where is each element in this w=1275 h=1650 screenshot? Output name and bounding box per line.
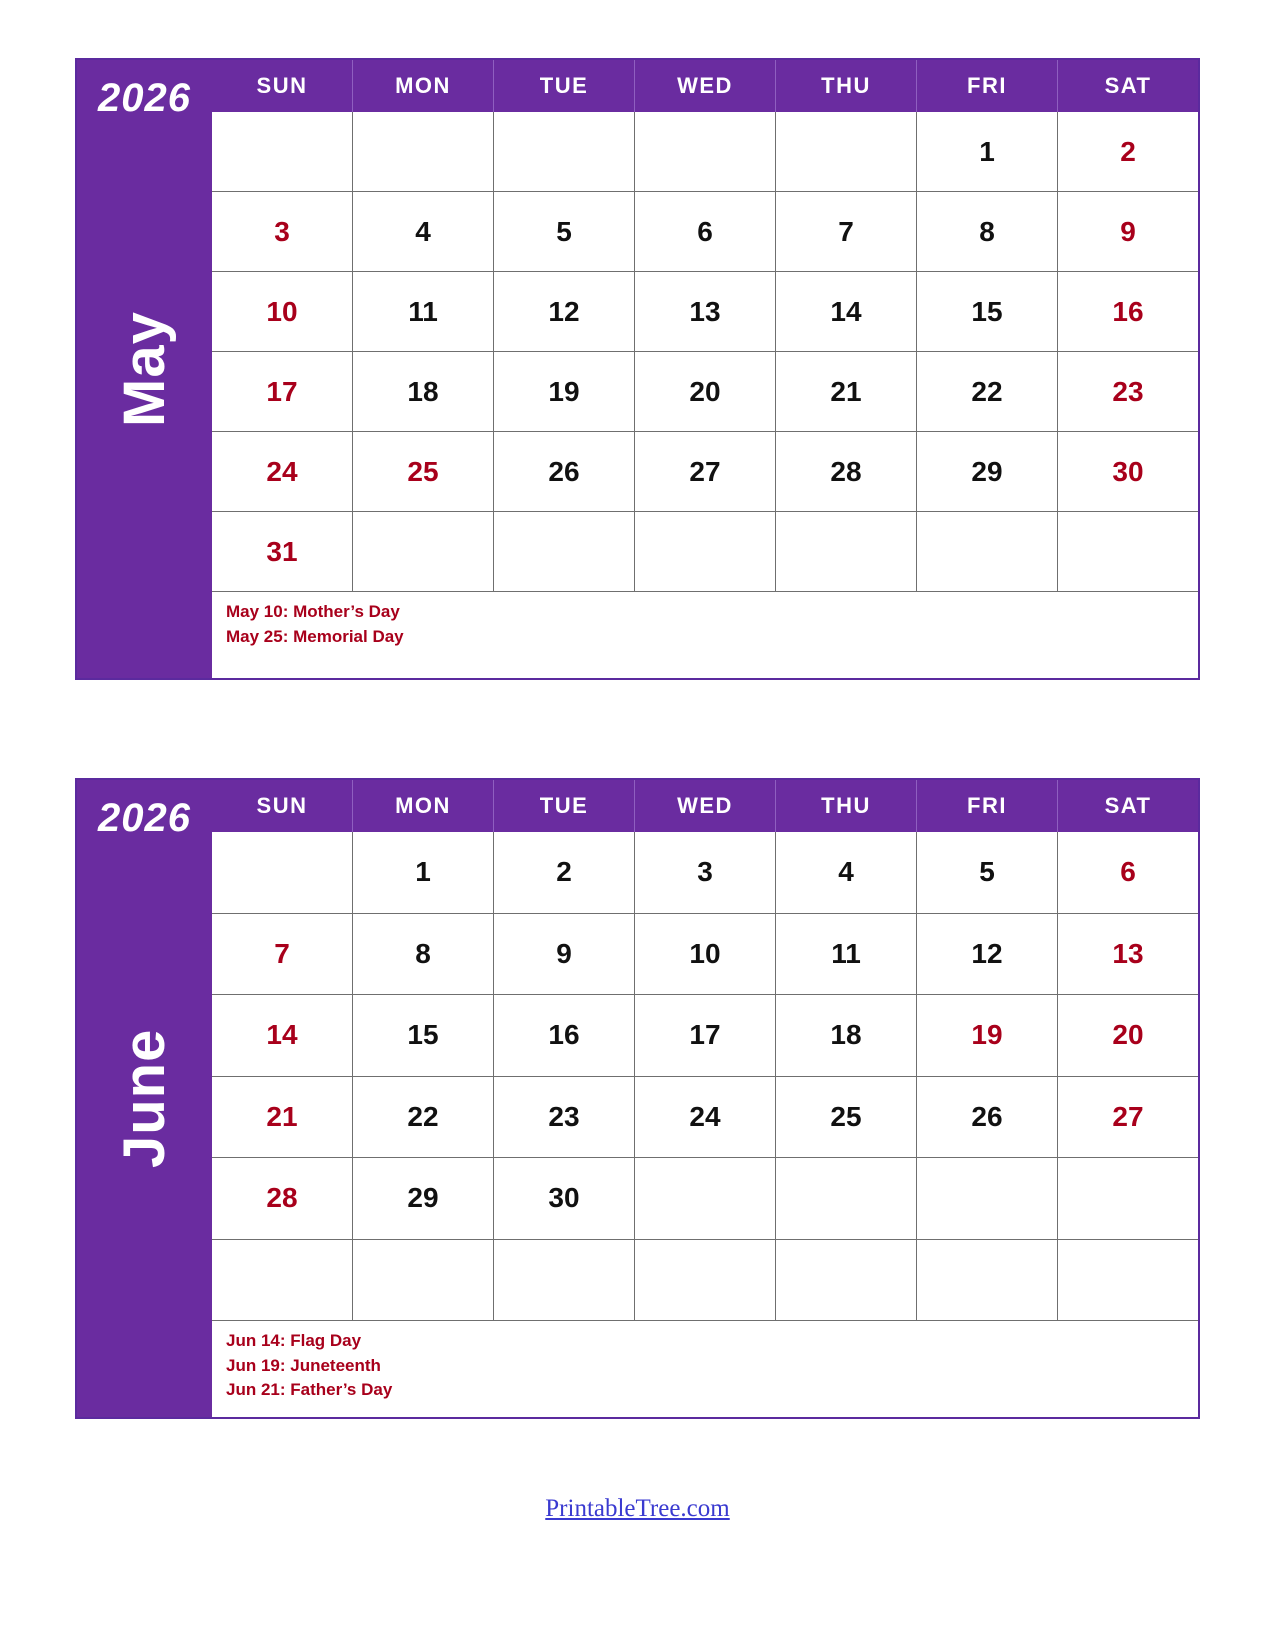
month-name-june: June [112,1028,177,1169]
day-cell: 9 [1120,215,1136,247]
weekday-header-row-june [212,780,1198,832]
day-cell-empty [917,1240,1058,1321]
day-cell: 25 [776,1077,917,1158]
weekday-header-fri: FRI [917,60,1058,112]
day-cell: 28 [776,432,917,511]
day-cell-empty [212,832,353,913]
day-cell: 4 [353,192,494,271]
year-label-june: 2026 [98,796,191,840]
day-cell: 7 [776,192,917,271]
weekday-header-wed: WED [635,60,776,112]
day-cell: 13 [635,272,776,351]
day-cell-empty [1058,1240,1198,1321]
weekday-header-wed: WED [635,780,776,832]
day-cell: 8 [353,914,494,995]
week-row [212,914,1198,996]
week-row [212,832,1198,914]
day-cell-empty [776,1240,917,1321]
day-cell: 18 [776,995,917,1076]
day-cell: 23 [1112,375,1144,407]
day-cell-empty [494,512,635,591]
weekday-header-sat: SAT [1104,73,1152,98]
day-cell: 5 [917,832,1058,913]
day-cell-empty [917,1158,1058,1239]
weekday-header-fri: FRI [917,780,1058,832]
weekday-header-mon: MON [353,60,494,112]
note-line: May 25: Memorial Day [226,626,404,646]
weekday-header-thu: THU [776,780,917,832]
note-line: Jun 19: Juneteenth [226,1355,381,1375]
holiday-notes-may [212,592,1198,678]
day-cell: 21 [212,1077,353,1158]
day-cell-empty [353,512,494,591]
week-row [212,112,1198,192]
day-cell: 5 [494,192,635,271]
footer [0,1495,1275,1523]
week-row [212,1158,1198,1240]
day-cell: 1 [917,112,1058,191]
weeks-grid-june [212,832,1198,1321]
week-row [212,1240,1198,1322]
day-cell: 2 [494,832,635,913]
day-cell: 15 [917,272,1058,351]
weeks-grid-may [212,112,1198,592]
day-cell-empty [776,512,917,591]
note-line: Jun 14: Flag Day [226,1331,362,1350]
day-cell: 30 [494,1158,635,1239]
day-cell: 12 [494,272,635,351]
week-row [212,1077,1198,1159]
day-cell: 29 [917,432,1058,511]
day-cell: 10 [635,914,776,995]
day-cell: 18 [353,352,494,431]
day-cell: 22 [353,1077,494,1158]
day-cell: 25 [353,432,494,511]
day-cell: 3 [212,192,353,271]
weekday-header-sun: SUN [212,780,353,832]
day-cell: 22 [917,352,1058,431]
day-cell-empty [353,112,494,191]
day-cell: 10 [212,272,353,351]
day-cell: 6 [1120,856,1136,888]
day-cell: 6 [635,192,776,271]
weekday-header-mon: MON [353,780,494,832]
month-name-may: May [112,311,177,427]
year-label-may: 2026 [98,76,191,120]
day-cell-empty [494,112,635,191]
day-cell-empty [494,1240,635,1321]
day-cell: 1 [353,832,494,913]
day-cell-empty [635,1158,776,1239]
day-cell-empty [917,512,1058,591]
day-cell: 30 [1112,455,1144,487]
day-cell: 24 [635,1077,776,1158]
day-cell: 19 [494,352,635,431]
day-cell-empty [635,512,776,591]
weekday-header-sat: SAT [1104,793,1152,818]
day-cell: 21 [776,352,917,431]
calendar-month-june [75,778,1200,1419]
day-cell: 11 [776,914,917,995]
week-row [212,192,1198,272]
day-cell: 2 [1120,135,1136,167]
day-cell: 17 [635,995,776,1076]
weekday-header-thu: THU [776,60,917,112]
week-row [212,272,1198,352]
weekday-header-row-may [212,60,1198,112]
day-cell: 20 [635,352,776,431]
calendar-month-may [75,58,1200,680]
day-cell: 12 [917,914,1058,995]
day-cell: 17 [212,352,353,431]
weekday-header-tue: TUE [494,60,635,112]
day-cell-empty [776,112,917,191]
note-line: Jun 21: Father’s Day [226,1380,393,1400]
day-cell-empty [353,1240,494,1321]
day-cell: 15 [353,995,494,1076]
note-line: May 10: Mother’s Day [226,602,400,621]
day-cell-empty [212,1240,353,1321]
day-cell-empty [635,1240,776,1321]
day-cell: 27 [1112,1100,1144,1132]
day-cell: 3 [635,832,776,913]
day-cell-empty [1058,1158,1198,1239]
week-row [212,432,1198,512]
day-cell: 16 [494,995,635,1076]
day-cell: 26 [917,1077,1058,1158]
weekday-header-tue: TUE [494,780,635,832]
day-cell-empty [1058,512,1198,591]
day-cell: 7 [212,914,353,995]
day-cell: 9 [494,914,635,995]
day-cell: 29 [353,1158,494,1239]
day-cell: 28 [212,1158,353,1239]
day-cell: 8 [917,192,1058,271]
day-cell-empty [212,112,353,191]
day-cell: 24 [212,432,353,511]
week-row [212,352,1198,432]
day-cell: 16 [1112,295,1144,327]
day-cell: 19 [917,995,1058,1076]
day-cell: 11 [353,272,494,351]
site-link[interactable]: PrintableTree.com [545,1495,730,1522]
day-cell: 26 [494,432,635,511]
day-cell: 14 [212,995,353,1076]
month-band-june [77,780,212,1417]
day-cell-empty [776,1158,917,1239]
week-row [212,995,1198,1077]
month-band-may [77,60,212,678]
day-cell: 23 [494,1077,635,1158]
day-cell: 31 [212,512,353,591]
holiday-notes-june [212,1321,1198,1417]
week-row [212,512,1198,592]
weekday-header-sun: SUN [212,60,353,112]
day-cell: 13 [1112,937,1144,969]
day-cell: 4 [776,832,917,913]
day-cell-empty [635,112,776,191]
day-cell: 20 [1112,1019,1144,1051]
day-cell: 27 [635,432,776,511]
day-cell: 14 [776,272,917,351]
